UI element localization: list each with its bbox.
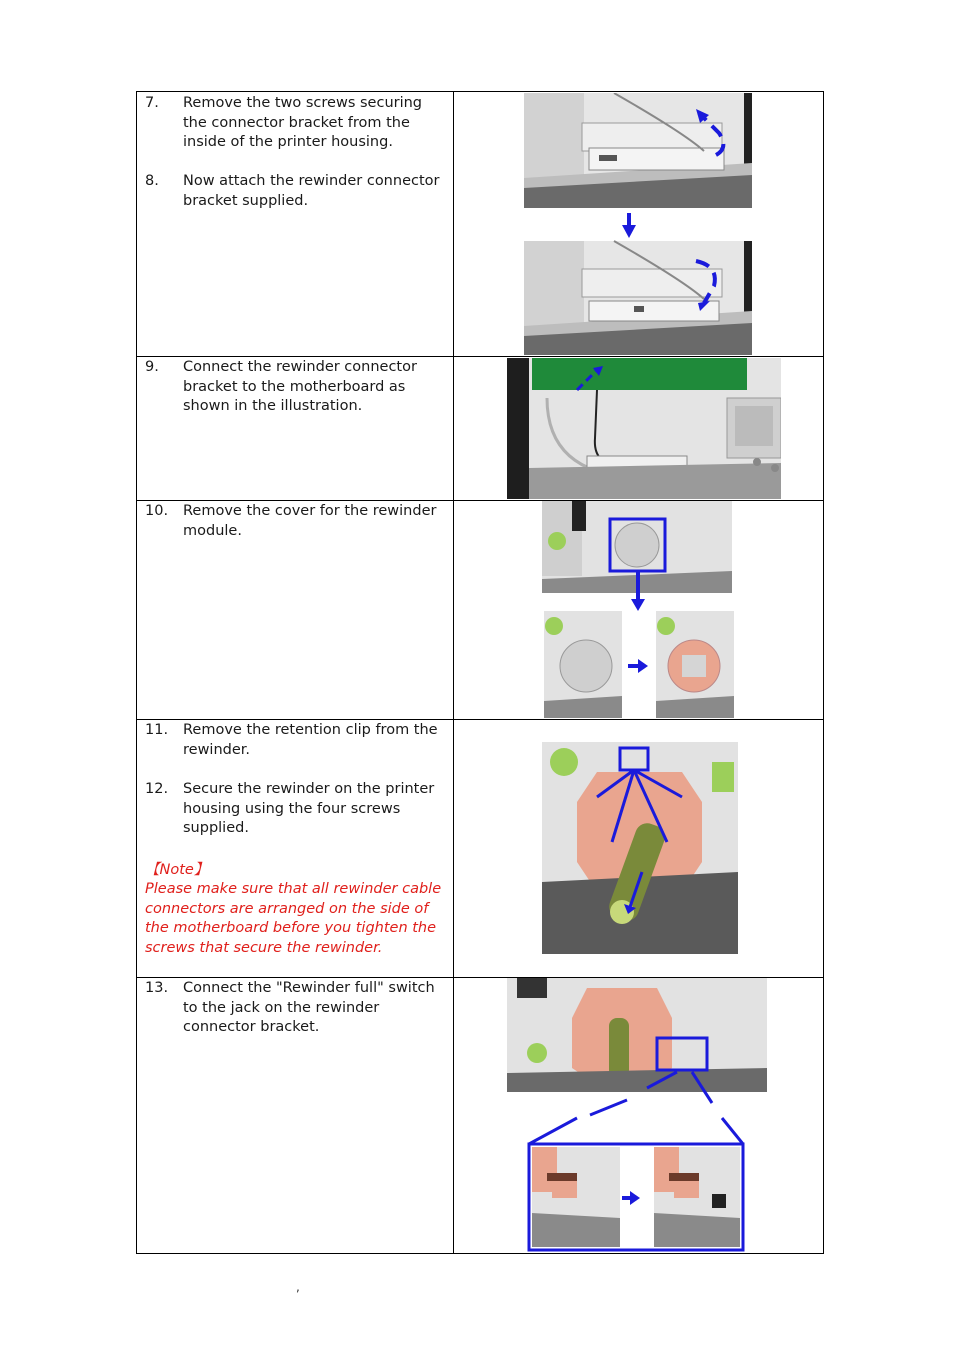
instruction-table <box>136 91 824 1254</box>
row-image-cell <box>454 357 823 500</box>
step-number: 11. <box>145 722 169 738</box>
table-row <box>137 978 823 1253</box>
row-text-cell <box>137 720 454 977</box>
rewinder-cover-illustration <box>542 501 737 719</box>
row-image-cell <box>454 92 823 356</box>
table-row <box>137 92 823 357</box>
row-image-cell <box>454 501 823 719</box>
step-text: Remove the retention clip from the rewinder. <box>183 722 438 758</box>
row-text-cell <box>137 978 454 1253</box>
table-row <box>137 357 823 501</box>
row-text-cell <box>137 501 454 719</box>
rewinder-full-switch-illustration <box>507 978 769 1252</box>
step-text: Remove the cover for the rewinder module. <box>183 503 437 539</box>
rewinder-mount-illustration <box>542 742 738 954</box>
table-row <box>137 720 823 978</box>
row-text-cell <box>137 357 454 500</box>
step-text: Remove the two screws securing the connector bracket from the inside of the printer housing. <box>183 95 423 151</box>
table-row <box>137 501 823 720</box>
step-text: Connect the rewinder connector bracket to the motherboard as shown in the illustration. <box>183 359 417 415</box>
motherboard-connection-illustration <box>507 358 781 499</box>
step-text: Connect the "Rewinder full" switch to the jack on the rewinder connector bracket. <box>183 980 435 1036</box>
row-text-cell <box>137 92 454 356</box>
step-text: Secure the rewinder on the printer housing using the four screws supplied. <box>183 781 435 837</box>
step-number: 7. <box>145 95 159 111</box>
bracket-screws-illustration <box>524 93 754 355</box>
step-number: 10. <box>145 503 169 519</box>
footer-mark: , <box>296 1280 300 1294</box>
step-number: 8. <box>145 173 159 189</box>
note-heading: 【Note】 <box>145 862 209 878</box>
note-body: Please make sure that all rewinder cable connectors are arranged on the side of the motherboard before you tighten the screws that secure the rewinder. <box>145 881 442 956</box>
step-number: 9. <box>145 359 159 375</box>
row-image-cell <box>454 978 823 1253</box>
step-number: 13. <box>145 980 169 996</box>
step-number: 12. <box>145 781 169 797</box>
step-text: Now attach the rewinder connector bracket supplied. <box>183 173 440 209</box>
row-image-cell <box>454 720 823 977</box>
